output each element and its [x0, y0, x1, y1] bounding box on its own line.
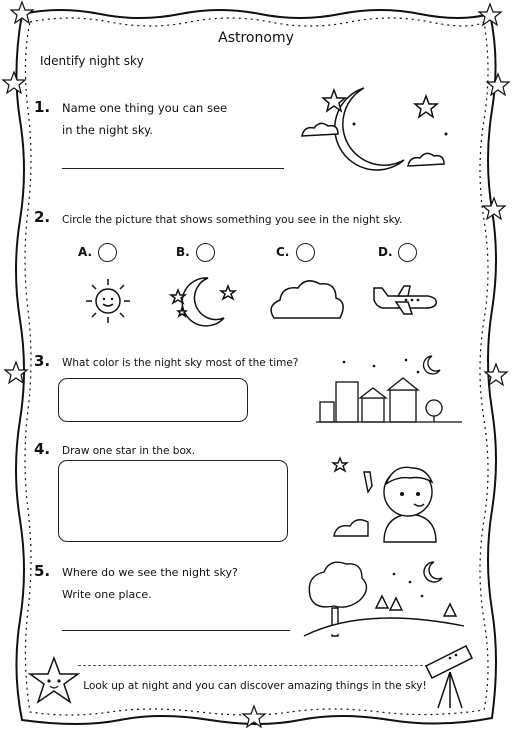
- footer-divider: [78, 665, 438, 666]
- question-5-line-2: Write one place.: [62, 588, 152, 601]
- page-title: Astronomy: [218, 30, 294, 46]
- question-1-line-1: Name one thing you can see: [62, 101, 228, 115]
- question-1-number: 1.: [34, 98, 51, 116]
- moon-and-stars-icon: [168, 272, 238, 328]
- option-d-radio[interactable]: [398, 243, 417, 262]
- option-b-radio[interactable]: [196, 243, 215, 262]
- question-5-number: 5.: [34, 562, 51, 580]
- telescope-icon: [420, 642, 484, 712]
- question-2-number: 2.: [34, 208, 51, 226]
- moon-stars-clouds-icon: [296, 78, 456, 178]
- option-a-label: A.: [78, 245, 93, 259]
- question-5-text: [62, 562, 238, 606]
- footer-message: Look up at night and you can discover amazing things in the sky!: [83, 680, 427, 692]
- night-city-icon: [314, 352, 464, 426]
- question-4-text: Draw one star in the box.: [62, 445, 196, 457]
- option-d-label: D.: [378, 245, 393, 259]
- cloud-icon: [266, 280, 346, 324]
- smiling-star-icon: [26, 656, 82, 706]
- question-4-number: 4.: [34, 440, 51, 458]
- sun-icon: [80, 276, 136, 326]
- option-b-label: B.: [176, 245, 190, 259]
- question-4-drawing-box[interactable]: [58, 460, 288, 542]
- boy-pointing-icon: [330, 446, 460, 542]
- question-3-text: What color is the night sky most of the time?: [62, 357, 299, 369]
- question-5-answer-line[interactable]: [62, 630, 290, 631]
- option-c-radio[interactable]: [296, 243, 315, 262]
- question-3-answer-box[interactable]: [58, 378, 248, 422]
- question-1-text: [62, 97, 227, 141]
- question-5-line-1: Where do we see the night sky?: [62, 566, 238, 579]
- option-a-radio[interactable]: [98, 243, 117, 262]
- question-1-line-2: in the night sky.: [62, 123, 153, 137]
- airplane-icon: [368, 278, 440, 318]
- question-2-text: Circle the picture that shows something you see in the night sky.: [62, 214, 403, 226]
- question-1-answer-line[interactable]: [62, 168, 284, 169]
- option-c-label: C.: [276, 245, 290, 259]
- question-3-number: 3.: [34, 352, 51, 370]
- page-subtitle: Identify night sky: [40, 54, 144, 68]
- tree-landscape-icon: [304, 556, 464, 640]
